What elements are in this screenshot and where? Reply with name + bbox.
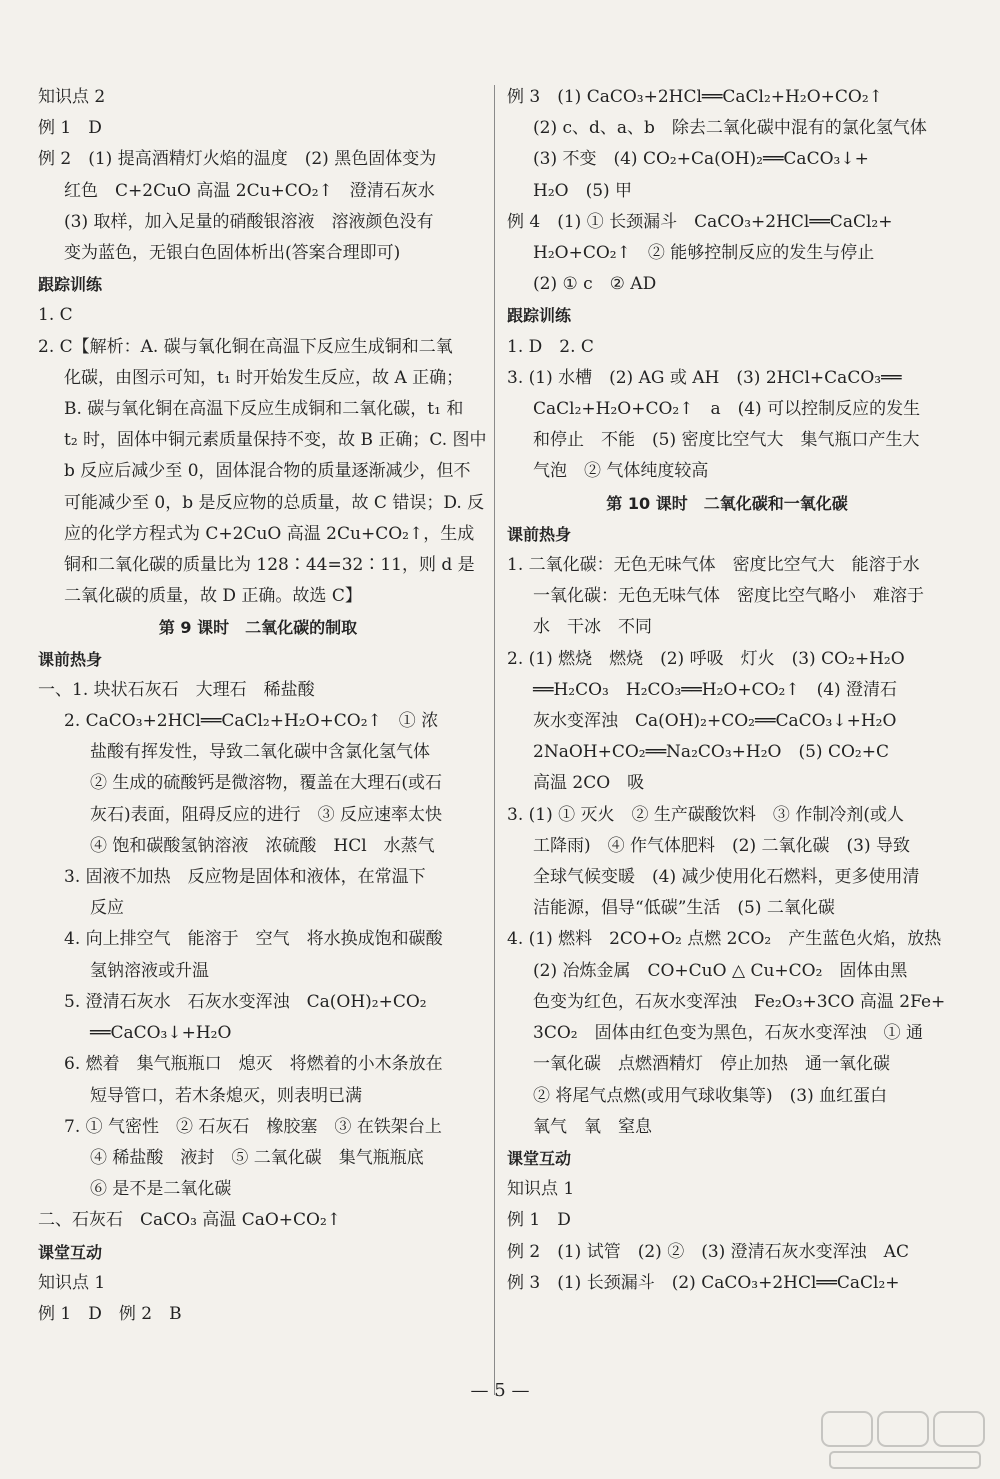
answer-line: ⑥ 是不是二氧化碳 bbox=[90, 1179, 232, 1200]
section-heading: 课前热身 bbox=[38, 649, 103, 669]
answer-line: 7. ① 气密性 ② 石灰石 橡胶塞 ③ 在铁架台上 bbox=[64, 1116, 442, 1137]
answer-line: 2. (1) 燃烧 燃烧 (2) 呼吸 灯火 (3) CO₂+H₂O bbox=[507, 648, 905, 669]
answer-line: 短导管口，若木条熄灭，则表明已满 bbox=[90, 1085, 362, 1106]
answer-line: b 反应后减少至 0，固体混合物的质量逐渐减少，但不 bbox=[64, 461, 471, 482]
answer-line: 一氧化碳 点燃酒精灯 停止加热 通一氧化碳 bbox=[533, 1054, 890, 1075]
answer-line: 知识点 2 bbox=[38, 87, 106, 107]
right-column bbox=[507, 82, 947, 1299]
column-divider bbox=[494, 85, 495, 1395]
answer-line: CaCl₂+H₂O+CO₂↑ a (4) 可以控制反应的发生 bbox=[533, 399, 921, 420]
answer-line: (3) 不变 (4) CO₂+Ca(OH)₂══CaCO₃↓+ bbox=[533, 149, 869, 170]
answer-line: 变为蓝色，无银白色固体析出(答案合理即可) bbox=[64, 243, 401, 264]
answer-line: 灰石)表面，阻碍反应的进行 ③ 反应速率太快 bbox=[90, 804, 443, 825]
answer-line: (3) 取样，加入足量的硝酸银溶液 溶液颜色没有 bbox=[64, 211, 434, 232]
answer-line: 二氧化碳的质量，故 D 正确。故选 C】 bbox=[64, 586, 362, 607]
answer-line: 例 1 D 例 2 B bbox=[38, 1303, 182, 1324]
answer-line: 全球气候变暖 (4) 减少使用化石燃料，更多使用清 bbox=[533, 867, 920, 888]
left-column bbox=[38, 82, 487, 1330]
answer-line: 气泡 ② 气体纯度较高 bbox=[533, 461, 709, 482]
answer-line: 例 2 (1) 试管 (2) ② (3) 澄清石灰水变浑浊 AC bbox=[507, 1241, 909, 1262]
answer-line: ④ 稀盐酸 液封 ⑤ 二氧化碳 集气瓶瓶底 bbox=[90, 1147, 424, 1168]
answer-line: 高温 2CO 吸 bbox=[533, 773, 645, 794]
answer-line: 氢钠溶液或升温 bbox=[90, 960, 209, 981]
answer-line: (2) ① c ② AD bbox=[533, 274, 657, 295]
answer-line: 4. 向上排空气 能溶于 空气 将水换成饱和碳酸 bbox=[64, 929, 443, 950]
answer-line: B. 碳与氧化铜在高温下反应生成铜和二氧化碳，t₁ 和 bbox=[64, 399, 464, 420]
answer-line: 盐酸有挥发性，导致二氧化碳中含氯化氢气体 bbox=[90, 742, 430, 763]
answer-line: 3. 固液不加热 反应物是固体和液体，在常温下 bbox=[64, 867, 426, 888]
answer-line: 例 3 (1) CaCO₃+2HCl══CaCl₂+H₂O+CO₂↑ bbox=[507, 87, 883, 107]
lesson-title: 第 9 课时 二氧化碳的制取 bbox=[158, 618, 358, 638]
answer-line: ══CaCO₃↓+H₂O bbox=[90, 1023, 232, 1044]
answer-line: ② 生成的硫酸钙是微溶物，覆盖在大理石(或石 bbox=[90, 773, 443, 794]
answer-line: 例 3 (1) 长颈漏斗 (2) CaCO₃+2HCl══CaCl₂+ bbox=[507, 1272, 900, 1293]
answer-line: 2. CaCO₃+2HCl══CaCl₂+H₂O+CO₂↑ ① 浓 bbox=[64, 711, 439, 732]
answer-line: 3. (1) 水槽 (2) AG 或 AH (3) 2HCl+CaCO₃══ bbox=[507, 367, 902, 388]
answer-line: 4. (1) 燃料 2CO+O₂ 点燃 2CO₂ 产生蓝色火焰，放热 bbox=[507, 929, 942, 950]
answer-line: 水 干冰 不同 bbox=[533, 617, 652, 638]
answer-line: H₂O+CO₂↑ ② 能够控制反应的发生与停止 bbox=[533, 243, 875, 264]
answer-line: H₂O (5) 甲 bbox=[533, 180, 633, 201]
answer-line: (2) c、d、a、b 除去二氧化碳中混有的氯化氢气体 bbox=[533, 118, 927, 139]
answer-line: 灰水变浑浊 Ca(OH)₂+CO₂══CaCO₃↓+H₂O bbox=[533, 711, 897, 732]
section-heading: 跟踪训练 bbox=[507, 306, 572, 326]
answer-line: 色变为红色，石灰水变浑浊 Fe₂O₃+3CO 高温 2Fe+ bbox=[533, 991, 946, 1012]
answer-line: 例 4 (1) ① 长颈漏斗 CaCO₃+2HCl══CaCl₂+ bbox=[507, 211, 893, 232]
answer-line: 1. C bbox=[38, 305, 73, 326]
answer-line: 红色 C+2CuO 高温 2Cu+CO₂↑ 澄清石灰水 bbox=[64, 180, 435, 201]
answer-line: 例 2 (1) 提高酒精灯火焰的温度 (2) 黑色固体变为 bbox=[38, 149, 437, 170]
answer-line: 和停止 不能 (5) 密度比空气大 集气瓶口产生大 bbox=[533, 430, 920, 451]
section-heading: 课堂互动 bbox=[38, 1242, 103, 1262]
answer-line: 二、石灰石 CaCO₃ 高温 CaO+CO₂↑ bbox=[38, 1210, 342, 1231]
watermark-logo bbox=[820, 1410, 990, 1472]
answer-line: 铜和二氧化碳的质量比为 128∶44=32∶11，则 d 是 bbox=[64, 555, 475, 576]
answer-line: 例 1 D bbox=[38, 118, 102, 139]
page-number: — 5 — bbox=[470, 1380, 530, 1401]
answer-line: 氧气 氧 窒息 bbox=[533, 1116, 652, 1137]
answer-line: 反应 bbox=[90, 898, 124, 919]
answer-line: 知识点 1 bbox=[507, 1179, 575, 1200]
answer-line: ══H₂CO₃ H₂CO₃══H₂O+CO₂↑ (4) 澄清石 bbox=[533, 679, 898, 700]
answer-line: 3. (1) ① 灭火 ② 生产碳酸饮料 ③ 作制冷剂(或人 bbox=[507, 804, 904, 825]
answer-line: 6. 燃着 集气瓶瓶口 熄灭 将燃着的小木条放在 bbox=[64, 1054, 443, 1075]
answer-line: ② 将尾气点燃(或用气球收集等) (3) 血红蛋白 bbox=[533, 1085, 888, 1106]
answer-line: 2NaOH+CO₂══Na₂CO₃+H₂O (5) CO₂+C bbox=[533, 742, 889, 763]
lesson-title: 第 10 课时 二氧化碳和一氧化碳 bbox=[606, 493, 848, 513]
answer-line: 1. D 2. C bbox=[507, 336, 594, 357]
answer-line: 2. C【解析：A. 碳与氧化铜在高温下反应生成铜和二氧 bbox=[38, 336, 453, 357]
answer-line: ④ 饱和碳酸氢钠溶液 浓硫酸 HCl 水蒸气 bbox=[90, 835, 435, 856]
answer-line: 洁能源，倡导“低碳”生活 (5) 二氧化碳 bbox=[533, 898, 835, 919]
answer-line: 一、1. 块状石灰石 大理石 稀盐酸 bbox=[38, 679, 315, 700]
answer-line: 例 1 D bbox=[507, 1210, 571, 1231]
answer-line: 知识点 1 bbox=[38, 1272, 106, 1293]
answer-line: 5. 澄清石灰水 石灰水变浑浊 Ca(OH)₂+CO₂ bbox=[64, 991, 427, 1012]
section-heading: 课堂互动 bbox=[507, 1148, 572, 1168]
answer-line: 化碳，由图示可知，t₁ 时开始发生反应，故 A 正确； bbox=[64, 367, 464, 388]
answer-line: 一氧化碳：无色无味气体 密度比空气略小 难溶于 bbox=[533, 586, 924, 607]
answer-line: (2) 冶炼金属 CO+CuO △ Cu+CO₂ 固体由黑 bbox=[533, 960, 908, 981]
answer-line: 1. 二氧化碳：无色无味气体 密度比空气大 能溶于水 bbox=[507, 555, 920, 576]
section-heading: 跟踪训练 bbox=[38, 275, 103, 295]
answer-line: 工降雨) ④ 作气体肥料 (2) 二氧化碳 (3) 导致 bbox=[533, 835, 911, 856]
answer-line: 应的化学方程式为 C+2CuO 高温 2Cu+CO₂↑，生成 bbox=[64, 523, 475, 544]
section-heading: 课前热身 bbox=[507, 524, 572, 544]
answer-line: t₂ 时，固体中铜元素质量保持不变，故 B 正确；C. 图中 bbox=[64, 430, 487, 451]
answer-line: 可能减少至 0，b 是反应物的总质量，故 C 错误；D. 反 bbox=[64, 492, 485, 513]
answer-line: 3CO₂ 固体由红色变为黑色，石灰水变浑浊 ① 通 bbox=[533, 1023, 923, 1044]
